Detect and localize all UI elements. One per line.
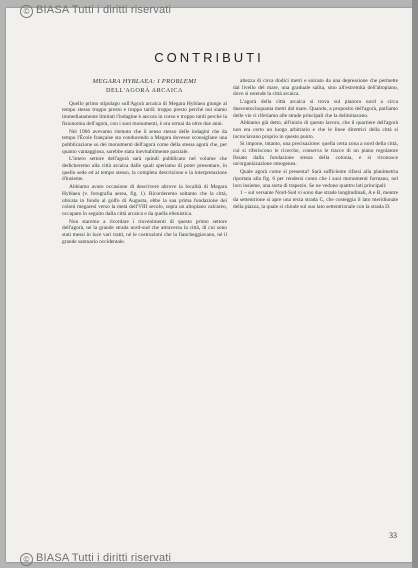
column-left <box>62 78 227 246</box>
right-body <box>233 78 398 210</box>
article-subtitle: DELL'AGORÀ ARCAICA <box>106 87 183 94</box>
right-paragraph: L'agorà della città arcaica si trova sul pianoro nord a circa duecentocinquanta metri dal mare. Quando, a proposito dell'agorà, parliamo delle vie ci riferiamo alle strade principali che la delimitavano. <box>233 99 398 119</box>
left-paragraph: Quello primo stipulago sull'Agorà arcaica di Megara Hyblaea giunge al tempo stesso troppo presto e troppo tardi: troppo presto perché noi siamo immediatamente limitati l'indagine è ancora in corso e troppo tardi perché la fisionomia dell'agorà, con i suoi monumenti, è ora ormai da oltre due anni. <box>62 100 227 127</box>
copyright-icon: © <box>20 5 33 18</box>
section-title: CONTRIBUTI <box>154 50 264 65</box>
column-right <box>233 78 398 211</box>
left-paragraph: Non staremo a ricordare i rinvenimenti di questo primo settore dell'agorà, né la grande strada nord-sud che attraversa la città, di cui sono stati messi in luce vari tratti, né le costruzioni che la fiancheggiavano, né il grande santuario occidentale. <box>62 218 227 245</box>
left-paragraph: L'intero settore dell'agorà sarà quindi pubblicato nel volume che dedicheremo alla città arcaica dalle quali speriamo di poter presentare, in quello sede ed al tempo stesso, la completa descrizione e la interpretazione d'insieme. <box>62 156 227 183</box>
left-body <box>62 101 227 246</box>
right-paragraph: Abbiamo già detto, all'inizio di questo lavoro, che il quartiere dell'agorà non era certo un luogo arbitrario e che le linee direttrici della città si incrociavano proprio in questo punto. <box>233 120 398 140</box>
right-paragraph: 1 – sul versante Nord-Sud vi sono due strade longitudinali, A e B, mentre da settentrione si apre una terza strada C, che costeggia il lato meridionale della piazza, la quale si chiude sul suo lato settentrionale con la strada D. <box>233 190 398 210</box>
scan-edge <box>412 0 418 568</box>
left-paragraph: Abbiamo avuto occasione di descrivere altrove la località di Megara Hyblaea (v. fotografia aerea, fig. 1). Ricorderemo soltanto che la città, ubicata in fondo al golfo di Augusta, ebbe la sua prima fondazione dei coloni megaresi verso la metà dell'VIII secolo, sopra un altopiano calcareo, occupato in seguito dalla città arcaica e da quella ellenistica. <box>62 184 227 217</box>
watermark-text: BIASA Tutti i diritti riservati <box>36 552 172 564</box>
article-title: MEGARA HYBLAEA: I PROBLEMI <box>92 78 197 85</box>
copyright-icon: © <box>20 553 33 566</box>
page-number: 33 <box>389 531 397 540</box>
right-paragraph: Quale agorà come si presenta? Sarà sufficiente rifarsi alla planimetria riportata alla fig. 6 per rendersi conto che i suoi monumenti formano, nel loro insieme, una sorta di trapezio. Se ne vedono quattro lati principali: <box>233 169 398 189</box>
watermark-top <box>20 4 171 18</box>
watermark-text: BIASA Tutti i diritti riservati <box>36 4 172 16</box>
right-paragraph: altezza di circa dodici metri e solcato da una depressione che permette dal livello del mare, una graduale salita, sino all'estremità dell'altopiano, dove si estende la città arcaica. <box>233 78 398 98</box>
right-paragraph: Si impone, intanto, una precisazione: quella certa zona a nord della città, cui si riferiscono le ricerche, conserva le tracce di un piano regolatore fissato dalla fondazione stessa della colonia, e si riconosce un'organizzazione omogenea. <box>233 141 398 168</box>
left-paragraph: Nel 1966 avevamo ritenuto che il senso stesso delle indagini che da tempo l'École française sta conducendo a Megara dovesse sconsigliare una pubblicazione su dei monumenti dell'agorà come della stessa agorà che, per quanto vantaggiosa, sarebbe stata inevitabilmente parziale. <box>62 128 227 155</box>
watermark-bottom <box>20 552 171 566</box>
